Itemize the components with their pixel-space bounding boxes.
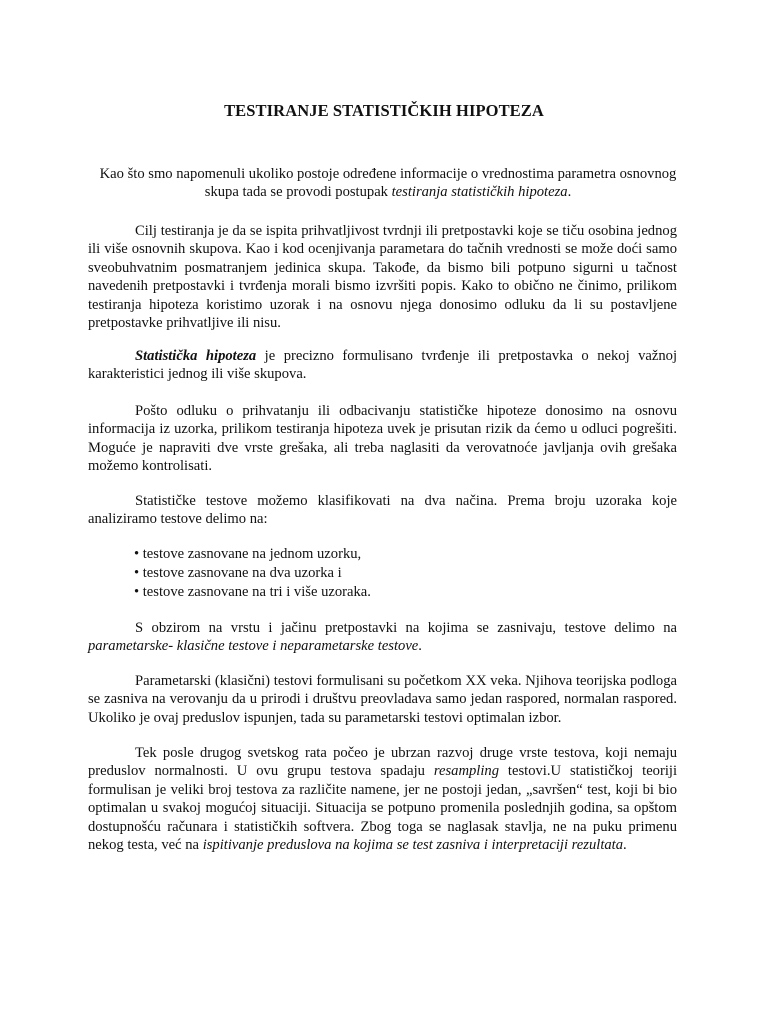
list-item: • testove zasnovane na tri i više uzoraka. <box>134 584 371 600</box>
history-text-a: Tek posle drugog svetskog rata počeo je ubrzan razvoj druge vrste testova, koji nemaju preduslov normalnosti. U ovu grupu testova spadaju <box>88 745 677 780</box>
paragraph-history <box>88 744 677 854</box>
list-item: • testove zasnovane na jednom uzorku, <box>134 546 362 562</box>
definition-text: je precizno formulisano tvrđenje ili pretpostavka o nekoj važnoj karakteristici jednog ili više skupova. <box>88 348 678 383</box>
intro-paragraph <box>88 165 688 202</box>
history-italic-conclusion: ispitivanje preduslova na kojima se test zasniva i interpretaciji rezultata <box>202 837 624 854</box>
paragraph-assumptions <box>88 619 677 656</box>
paragraph-decision-risk: Pošto odluku o prihvatanju ili odbacivanju statističke hipoteze donosimo na osnovu informacija iz uzorka, prilikom testiranja hipoteza uvek je prisutan rizik da ćemo u odluci pogrešiti. Moguće je napraviti dve vrste grešaka, ali treba naglasiti da verovatnoće javljanja ovih grešaka možemo kontrolisati. <box>88 403 677 475</box>
assumptions-italic: parametarske- klasične testove i neparametarske testove <box>88 638 419 655</box>
intro-italic: testiranja statističkih hipoteza <box>391 184 568 201</box>
test-type-list <box>134 545 371 602</box>
paragraph-goal: Cilj testiranja je da se ispita prihvatljivost tvrdnji ili pretpostavki koje se tiču osobina jednog ili više osnovnih skupova. Kao i kod ocenjivanja parametara do tačnih vrednosti se može doći samo sveobuhvatnim posmatranjem jedinica skupa. Takođe, da bismo bili potpuno sigurni u tačnost navedenih pretpostavki i tvrđenja morali bismo izvršiti popis. Kako to obično ne činimo, prilikom testiranja hipoteza koristimo uzorak i na osnovu njega donosimo odluku da li su postavljene pretpostavke prihvatljive ili nisu. <box>88 223 677 332</box>
paragraph-definition <box>88 347 677 384</box>
page-title: TESTIRANJE STATISTIČKIH HIPOTEZA <box>224 101 544 120</box>
assumptions-text: S obzirom na vrstu i jačinu pretpostavki na kojima se zasnivaju, testove delimo na <box>135 620 677 636</box>
history-text-b: testovi.U statističkoj teoriji formulisan je veliki broj testova za različite namene, jer ne postoji jedan, „savršen“ test, koji bi bio optimalan u svakoj mogućoj situaciji. Situacija se potpuno promenila poslednjih godina, sa opštom dostupnošću računara i statističkih softvera. Zbog toga se naglasak stavlja, ne na puku primenu nekog testa, već na <box>88 763 677 854</box>
history-italic-resampling: resampling <box>433 763 499 780</box>
assumptions-end: . <box>418 638 422 655</box>
list-item: • testove zasnovane na dva uzorka i <box>134 565 342 581</box>
definition-term: Statistička hipoteza <box>135 348 257 364</box>
history-end: . <box>623 837 627 854</box>
paragraph-parametric: Parametarski (klasični) testovi formulisani su početkom XX veka. Njihova teorijska podloga se zasniva na verovanju da u prirodi i društvu preovladava samo jedan raspored, normalan raspored. Ukoliko je ovaj preduslov ispunjen, tada su parametarski testovi optimalan izbor. <box>88 673 677 726</box>
paragraph-classification: Statističke testove možemo klasifikovati na dva načina. Prema broju uzoraka koje analiziramo testove delimo na: <box>88 493 677 528</box>
intro-end: . <box>567 184 572 201</box>
intro-text: Kao što smo napomenuli ukoliko postoje određene informacije o vrednostima parametra osnovnog skupa tada se provodi postupak <box>99 166 677 201</box>
